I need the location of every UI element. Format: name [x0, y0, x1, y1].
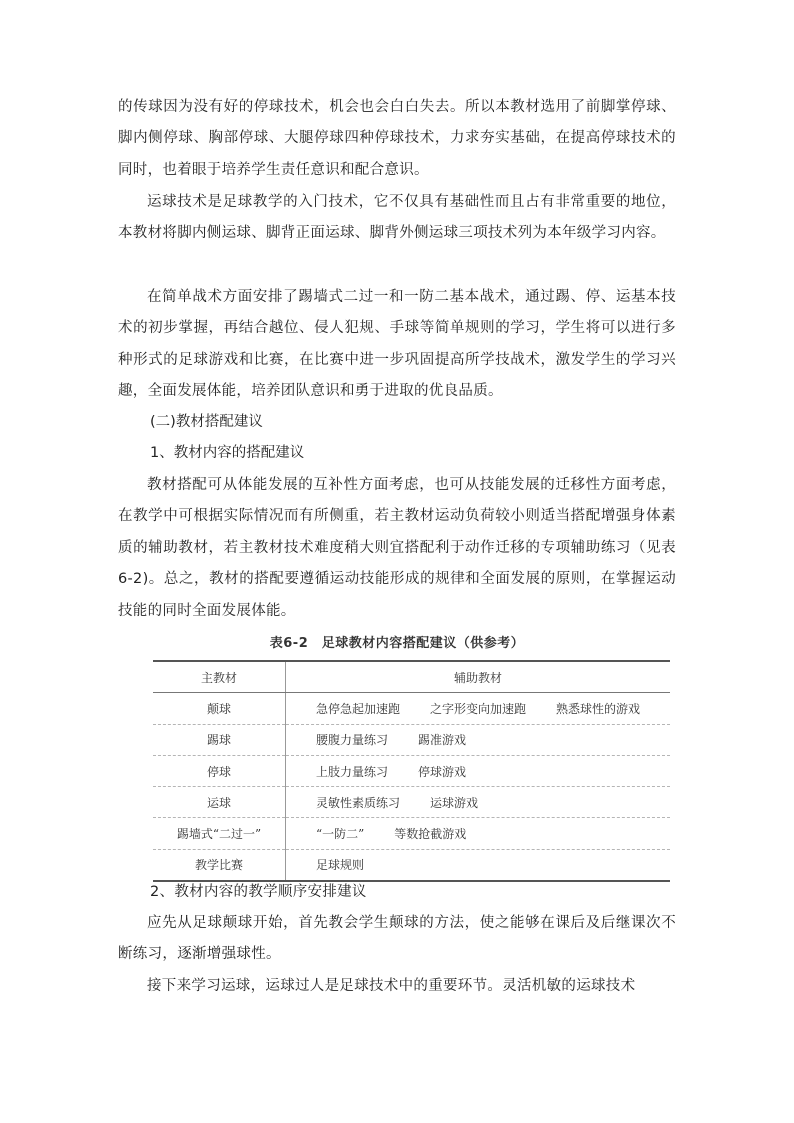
table-row: [153, 787, 670, 818]
aux-material-item: 运球游戏: [429, 795, 478, 810]
paragraph-juggling-first: 应先从足球颠球开始，首先教会学生颠球的方法，使之能够在课后及后继课次不断练习，逐渐增强球性。: [118, 915, 676, 963]
main-material-cell: 停球: [153, 755, 285, 786]
table-row: [153, 724, 670, 755]
table-title: 表6-2 足球教材内容搭配建议（供参考）: [269, 636, 525, 651]
aux-material-cell: [285, 818, 670, 849]
aux-material-item: 踢准游戏: [417, 733, 466, 748]
aux-material-item: 腰腹力量练习: [315, 733, 388, 748]
paragraph-dribbling-technique: 运球技术是足球教学的入门技术，它不仅具有基础性而且占有非常重要的地位，本教材将脚内侧运球、脚背正面运球、脚背外侧运球三项技术列为本年级学习内容。: [118, 194, 676, 242]
aux-material-item: 急停急起加速跑: [315, 701, 400, 716]
main-material-cell: 踢墙式“二过一”: [153, 818, 285, 849]
table-row: [153, 818, 670, 849]
paragraph-pairing-suggestion: 教材搭配可从体能发展的互补性方面考虑，也可从技能发展的迁移性方面考虑，在教学中可根据实际情况而有所侧重，若主教材运动负荷较小则适当搭配增强身体素质的辅助教材，若主教材技术难度稍大则宜搭配利于动作迁移的专项辅助练习（见表6-2)。总之，教材的搭配要遵循运动技能形成的规律和全面发展的原则，在掌握运动技能的同时全面发展体能。: [118, 477, 676, 619]
header-main-material: 主教材: [153, 661, 285, 693]
subheading-teaching-order: 2、教材内容的教学顺序安排建议: [150, 884, 367, 900]
main-material-cell: 颠球: [153, 693, 285, 724]
aux-material-item: 等数抢截游戏: [394, 827, 467, 842]
main-material-cell: 教学比赛: [153, 849, 285, 881]
table-header-row: [153, 661, 670, 693]
main-material-cell: 踢球: [153, 724, 285, 755]
aux-material-cell: [285, 693, 670, 724]
aux-material-item: 足球规则: [315, 858, 364, 873]
aux-material-cell: [285, 724, 670, 755]
aux-material-cell: [285, 787, 670, 818]
table-row: [153, 755, 670, 786]
paragraph-dribbling-next: 接下来学习运球，运球过人是足球技术中的重要环节。灵活机敏的运球技术: [147, 978, 636, 994]
paragraph-stopping-technique: 的传球因为没有好的停球技术，机会也会白白失去。所以本教材选用了前脚掌停球、脚内侧停球、胸部停球、大腿停球四种停球技术，力求夯实基础，在提高停球技术的同时，也着眼于培养学生责任意识和配合意识。: [118, 99, 676, 178]
paragraph-tactics: 在简单战术方面安排了踢墙式二过一和一防二基本战术，通过踢、停、运基本技术的初步掌握，再结合越位、侵人犯规、手球等简单规则的学习，学生将可以进行多种形式的足球游戏和比赛，在比赛中进一步巩固提高所学技战术，激发学生的学习兴趣，全面发展体能，培养团队意识和勇于进取的优良品质。: [118, 289, 676, 400]
aux-material-item: 上肢力量练习: [315, 764, 388, 779]
aux-material-item: “一防二”: [315, 827, 365, 842]
header-aux-material: 辅助教材: [285, 661, 670, 693]
subheading-content-pairing: 1、教材内容的搭配建议: [150, 445, 305, 461]
aux-material-item: 灵敏性素质练习: [315, 795, 400, 810]
main-material-cell: 运球: [153, 787, 285, 818]
pairing-table: [153, 660, 670, 882]
aux-material-item: 熟悉球性的游戏: [555, 701, 640, 716]
aux-material-item: 停球游戏: [417, 764, 466, 779]
aux-material-item: 之字形变向加速跑: [429, 701, 526, 716]
aux-material-cell: [285, 755, 670, 786]
section-heading-material-pairing: (二)教材搭配建议: [150, 414, 263, 430]
table-row: [153, 693, 670, 724]
